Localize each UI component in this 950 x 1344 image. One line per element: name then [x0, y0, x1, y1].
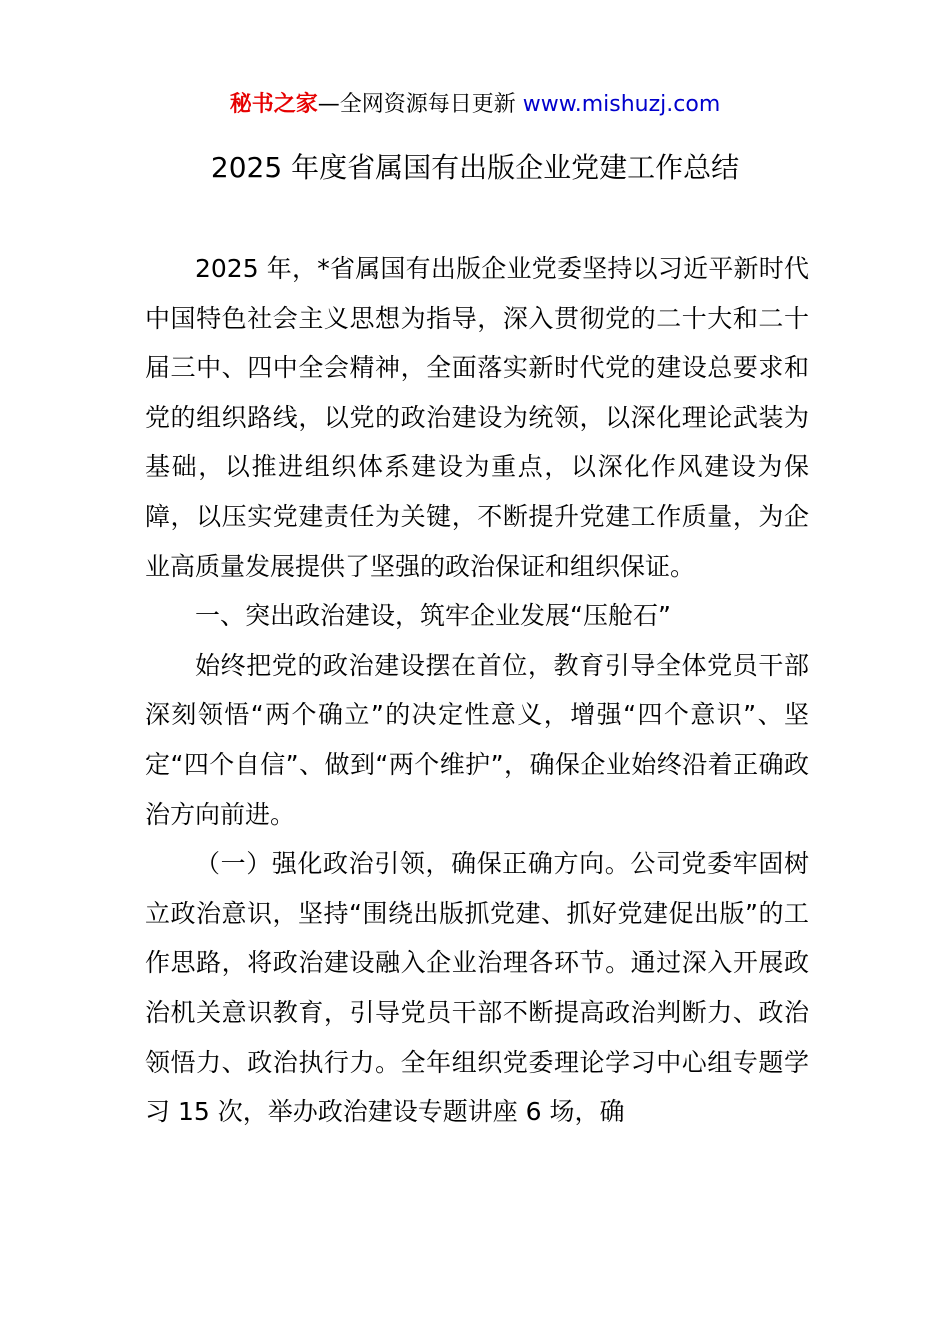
site-header	[0, 88, 950, 122]
brand-name: 秘书之家	[229, 92, 318, 117]
body-paragraph: 始终把党的政治建设摆在首位，教育引导全体党员干部深刻领悟“两个确立”的决定性意义，增强“四个意识”、坚定“四个自信”、做到“两个维护”，确保企业始终沿着正确政治方向前进。	[145, 650, 809, 829]
document-title: 2025 年度省属国有出版企业党建工作总结	[210, 151, 740, 184]
header-tagline: —全网资源每日更新	[317, 92, 523, 117]
site-url[interactable]: www.mishuzj.com	[522, 92, 721, 117]
document-body	[145, 244, 809, 1137]
section-heading: 一、突出政治建设，筑牢企业发展“压舱石”	[195, 601, 671, 631]
body-paragraph: （一）强化政治引领，确保正确方向。公司党委牢固树立政治意识，坚持“围绕出版抓党建、抓好党建促出版”的工作思路，将政治建设融入企业治理各环节。通过深入开展政治机关意识教育，引导党员干部不断提高政治判断力、政治领悟力、政治执行力。全年组织党委理论学习中心组专题学习 15 次，举办政治建设专题讲座 6 场，确	[145, 849, 809, 1127]
intro-paragraph: 2025 年，*省属国有出版企业党委坚持以习近平新时代中国特色社会主义思想为指导，深入贯彻党的二十大和二十届三中、四中全会精神，全面落实新时代党的建设总要求和党的组织路线，以党的政治建设为统领，以深化理论武装为基础，以推进组织体系建设为重点，以深化作风建设为保障，以压实党建责任为关键，不断提升党建工作质量，为企业高质量发展提供了坚强的政治保证和组织保证。	[145, 254, 809, 581]
